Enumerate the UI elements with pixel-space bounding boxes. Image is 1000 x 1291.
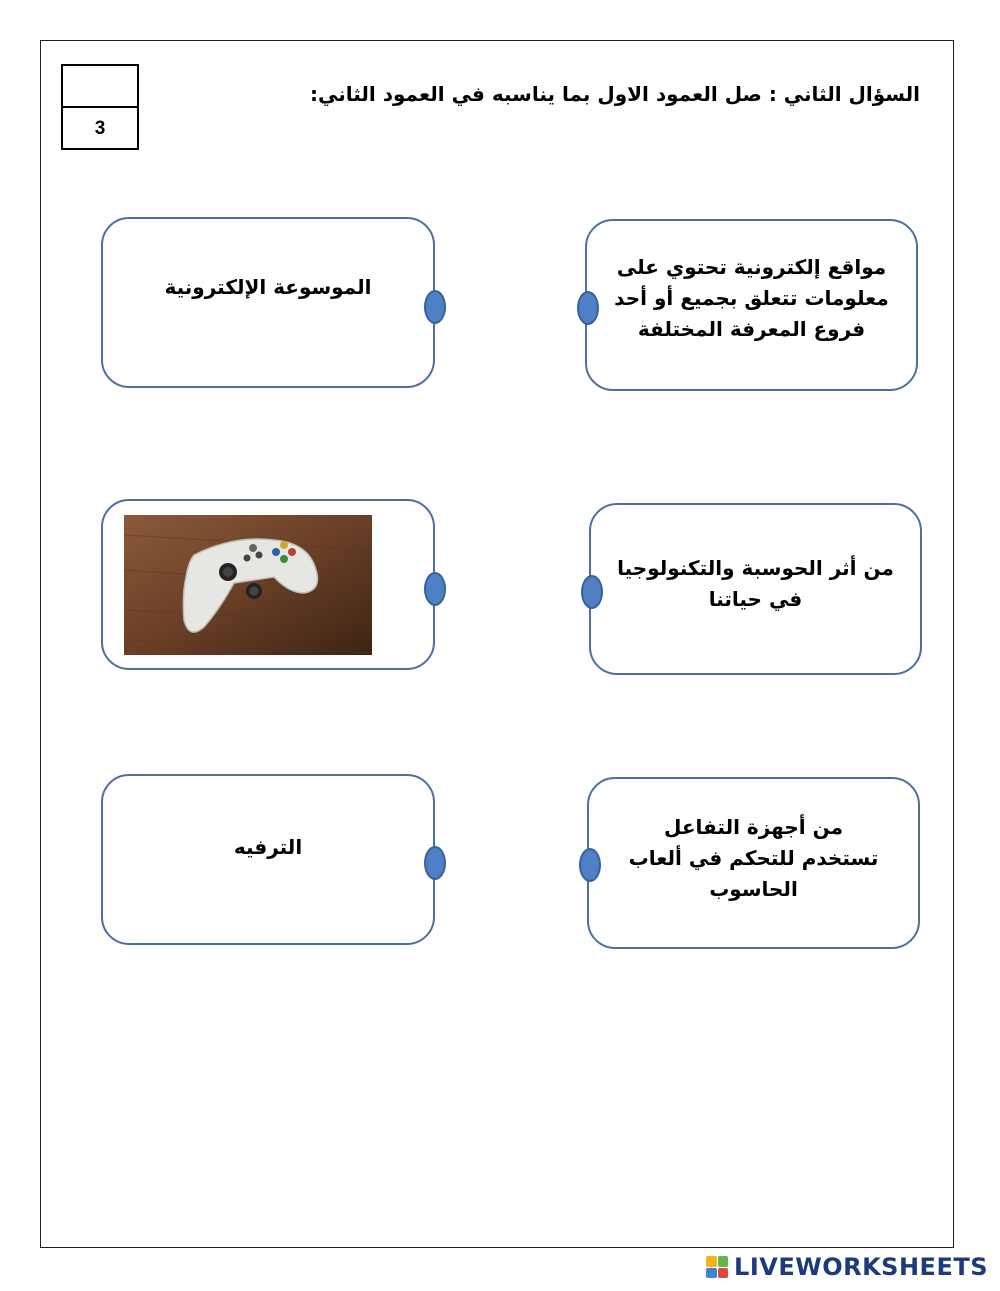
right-connector-dot-3[interactable]	[579, 848, 601, 882]
right-card-1-text: مواقع إلكترونية تحتوي على معلومات تتعلق بجميع أو أحد فروع المعرفة المختلفة	[614, 254, 889, 341]
left-card-2	[101, 499, 435, 670]
liveworksheets-brand-text: LIVEWORKSHEETS	[734, 1253, 988, 1281]
right-card-3	[587, 777, 920, 949]
left-card-1-text: الموسوعة الإلكترونية	[164, 275, 372, 299]
left-connector-dot-2[interactable]	[424, 572, 446, 606]
right-card-2	[589, 503, 922, 675]
left-connector-dot-3[interactable]	[424, 846, 446, 880]
score-box	[61, 64, 139, 150]
game-controller-image	[124, 515, 372, 655]
left-card-3	[101, 774, 435, 945]
score-value: 3	[94, 118, 106, 139]
left-card-1	[101, 217, 435, 388]
liveworksheets-logo	[706, 1253, 988, 1281]
right-card-2-text: من أثر الحوسبة والتكنولوجيا في حياتنا	[617, 556, 894, 611]
left-card-3-text: الترفيه	[233, 835, 303, 859]
liveworksheets-logo-mark	[706, 1256, 728, 1278]
right-card-3-text: من أجهزة التفاعل تستخدم للتحكم في ألعاب الحاسوب	[628, 814, 879, 901]
score-box-blank	[63, 66, 137, 108]
question-title: السؤال الثاني : صل العمود الاول بما يناسبه في العمود الثاني:	[310, 82, 920, 106]
left-connector-dot-1[interactable]	[424, 290, 446, 324]
right-connector-dot-1[interactable]	[577, 291, 599, 325]
right-card-1	[585, 219, 918, 391]
right-connector-dot-2[interactable]	[581, 575, 603, 609]
